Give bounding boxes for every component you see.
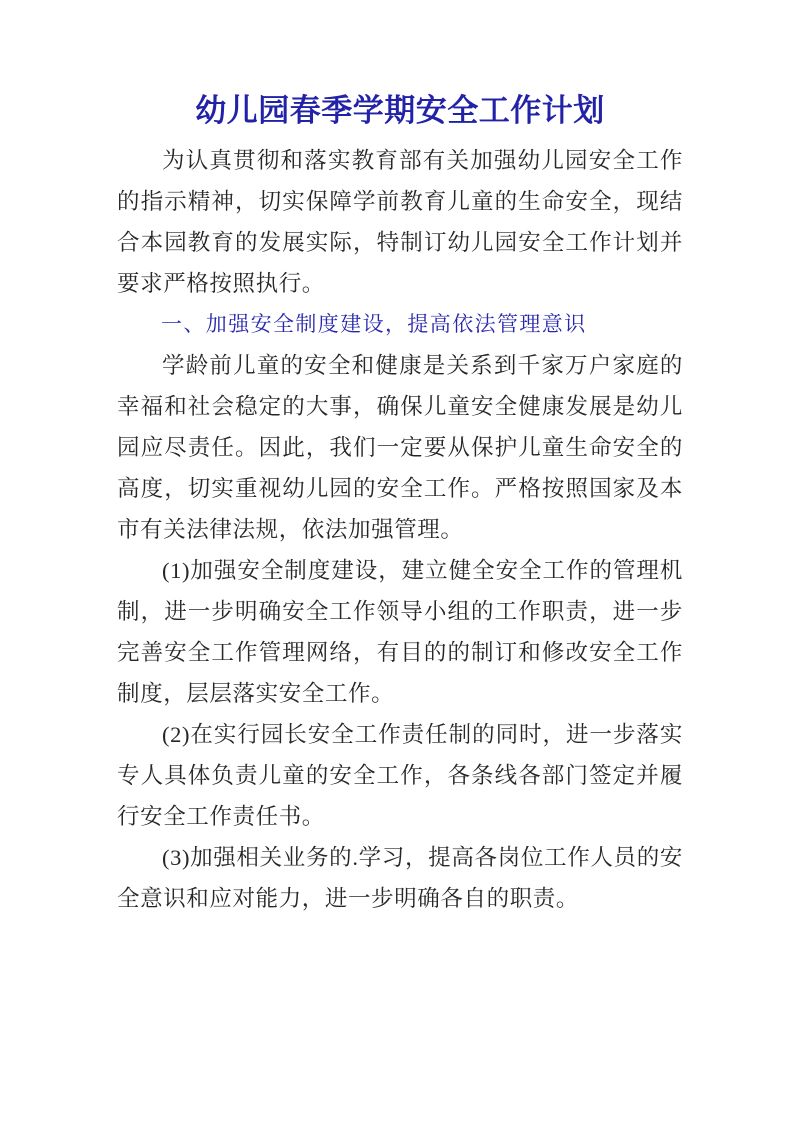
paragraph-intro: 为认真贯彻和落实教育部有关加强幼儿园安全工作的指示精神，切实保障学前教育儿童的生命安全，现结合本园教育的发展实际，特制订幼儿园安全工作计划并要求严格按照执行。: [117, 148, 683, 296]
section-heading-1: 一、加强安全制度建设，提高依法管理意识: [161, 312, 587, 336]
paragraph-section1-body: 学龄前儿童的安全和健康是关系到千家万户家庭的幸福和社会稳定的大事，确保儿童安全健康发展是幼儿园应尽责任。因此，我们一定要从保护儿童生命安全的高度，切实重视幼儿园的安全工作。严格按照国家及本市有关法律法规，依法加强管理。: [117, 353, 683, 542]
paragraph-item-3: (3)加强相关业务的.学习，提高各岗位工作人员的安全意识和应对能力，进一步明确各自的职责。: [117, 845, 683, 911]
document-content: [117, 88, 683, 919]
paragraph-item-1: (1)加强安全制度建设，建立健全安全工作的管理机制，进一步明确安全工作领导小组的工作职责，进一步完善安全工作管理网络，有目的的制订和修改安全工作制度，层层落实安全工作。: [117, 558, 683, 706]
paragraph-item-2: (2)在实行园长安全工作责任制的同时，进一步落实专人具体负责儿童的安全工作，各条线各部门签定并履行安全工作责任书。: [117, 722, 683, 829]
page-title: 幼儿园春季学期安全工作计划: [195, 93, 605, 128]
